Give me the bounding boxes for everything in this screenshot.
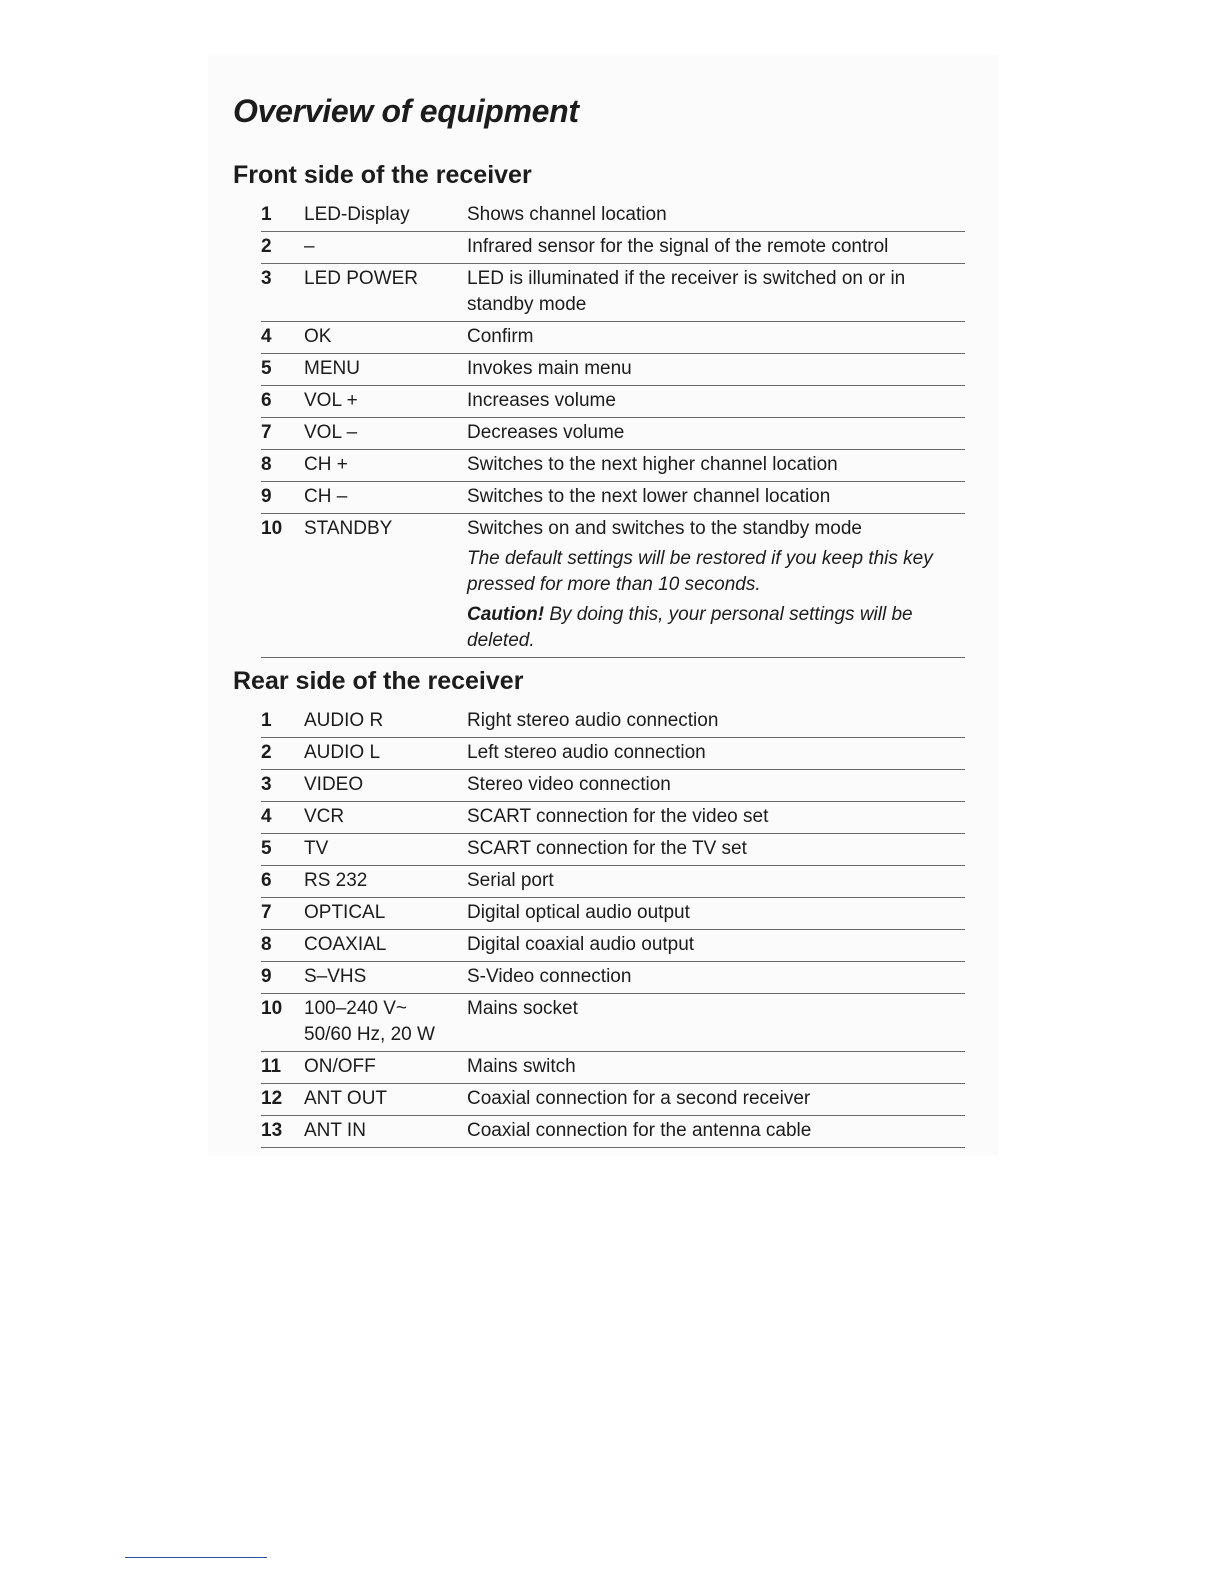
row-label-secondary: 50/60 Hz, 20 W (304, 1024, 435, 1045)
row-description: Mains switch (467, 1056, 576, 1077)
table-row (261, 1116, 965, 1148)
row-number: 2 (261, 236, 272, 257)
row-number: 1 (261, 204, 272, 225)
row-description: Decreases volume (467, 422, 625, 443)
table-row (261, 418, 965, 450)
standby-note: The default settings will be restored if you keep this key pressed for more than 10 seconds. (467, 548, 933, 595)
row-number: 6 (261, 870, 272, 891)
table-row (261, 994, 965, 1052)
row-label-group (304, 996, 467, 1048)
table-row (261, 322, 965, 354)
row-label: VOL + (304, 390, 358, 411)
row-description: Invokes main menu (467, 358, 632, 379)
front-section-heading: Front side of the receiver (233, 161, 532, 189)
table-row (261, 450, 965, 482)
row-description-group (467, 516, 965, 654)
row-number: 11 (261, 1056, 282, 1077)
row-number: 12 (261, 1088, 283, 1109)
row-description: Serial port (467, 870, 554, 891)
row-number: 10 (261, 998, 283, 1019)
table-row (261, 514, 965, 658)
row-number: 1 (261, 710, 272, 731)
row-label: LED-Display (304, 204, 410, 225)
row-number: 13 (261, 1120, 283, 1141)
caution-text: By doing this, your personal settings will be deleted. (467, 604, 913, 651)
row-description: Shows channel location (467, 204, 667, 225)
table-row (261, 482, 965, 514)
row-label: ANT IN (304, 1120, 366, 1141)
table-row (261, 264, 965, 322)
row-description: Mains socket (467, 998, 578, 1019)
caution-label: Caution! (467, 604, 545, 625)
row-description: Switches to the next lower channel location (467, 486, 831, 507)
table-row (261, 898, 965, 930)
row-description: Coaxial connection for a second receiver (467, 1088, 811, 1109)
row-description: Stereo video connection (467, 774, 671, 795)
table-row (261, 866, 965, 898)
row-label: VOL – (304, 422, 358, 443)
page-title: Overview of equipment (233, 93, 579, 129)
table-row (261, 1084, 965, 1116)
table-row (261, 930, 965, 962)
rear-section-heading: Rear side of the receiver (233, 667, 524, 695)
row-description: LED is illuminated if the receiver is switched on or in standby mode (467, 268, 906, 315)
table-row (261, 962, 965, 994)
row-label: TV (304, 838, 329, 859)
row-description: Left stereo audio connection (467, 742, 706, 763)
row-label: CH – (304, 486, 348, 507)
table-row (261, 354, 965, 386)
row-description: SCART connection for the TV set (467, 838, 747, 859)
row-label: RS 232 (304, 870, 368, 891)
row-label: – (304, 236, 315, 257)
table-row (261, 834, 965, 866)
row-label: VCR (304, 806, 345, 827)
row-number: 9 (261, 966, 272, 987)
front-spec-table (261, 200, 965, 658)
row-label: ON/OFF (304, 1056, 376, 1077)
row-label: MENU (304, 358, 360, 379)
row-description: Switches to the next higher channel location (467, 454, 838, 475)
row-label: 100–240 V~ (304, 998, 408, 1019)
row-label: CH + (304, 454, 348, 475)
row-number: 3 (261, 774, 272, 795)
row-number: 7 (261, 422, 272, 443)
row-number: 3 (261, 268, 272, 289)
footer-divider (125, 1557, 267, 1558)
row-description: S-Video connection (467, 966, 632, 987)
table-row (261, 200, 965, 232)
row-number: 8 (261, 934, 272, 955)
row-number: 8 (261, 454, 272, 475)
table-row (261, 738, 965, 770)
row-description: Digital optical audio output (467, 902, 690, 923)
row-description: Infrared sensor for the signal of the remote control (467, 236, 889, 257)
row-label: OK (304, 326, 332, 347)
row-label: ANT OUT (304, 1088, 388, 1109)
row-number: 5 (261, 838, 272, 859)
table-row (261, 1052, 965, 1084)
row-description: Digital coaxial audio output (467, 934, 695, 955)
row-description: Coaxial connection for the antenna cable (467, 1120, 812, 1141)
row-number: 10 (261, 518, 283, 539)
row-description: Right stereo audio connection (467, 710, 719, 731)
rear-spec-table (261, 706, 965, 1148)
row-number: 2 (261, 742, 272, 763)
table-row (261, 802, 965, 834)
table-row (261, 770, 965, 802)
row-label: AUDIO R (304, 710, 384, 731)
row-description: SCART connection for the video set (467, 806, 769, 827)
row-description: Increases volume (467, 390, 616, 411)
caution-note (467, 602, 965, 654)
table-row (261, 232, 965, 264)
row-number: 5 (261, 358, 272, 379)
row-number: 7 (261, 902, 272, 923)
row-label: VIDEO (304, 774, 364, 795)
row-number: 6 (261, 390, 272, 411)
row-number: 9 (261, 486, 272, 507)
row-label: S–VHS (304, 966, 367, 987)
row-label: STANDBY (304, 518, 393, 539)
table-row (261, 386, 965, 418)
row-description: Confirm (467, 326, 534, 347)
row-description: Switches on and switches to the standby mode (467, 518, 863, 539)
row-label: AUDIO L (304, 742, 381, 763)
row-label: OPTICAL (304, 902, 386, 923)
row-label: LED POWER (304, 268, 419, 289)
row-number: 4 (261, 326, 272, 347)
table-row (261, 706, 965, 738)
row-number: 4 (261, 806, 272, 827)
row-label: COAXIAL (304, 934, 387, 955)
